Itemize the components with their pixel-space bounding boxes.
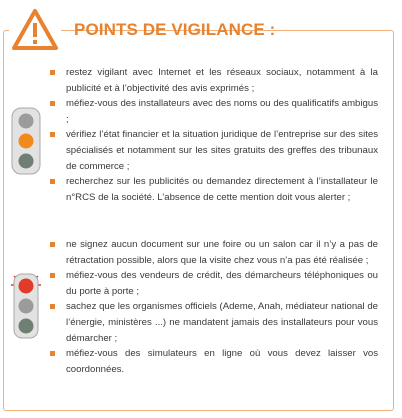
bullet-icon: [50, 242, 55, 247]
page-title: POINTS DE VIGILANCE :: [74, 20, 276, 39]
bullet-icon: [50, 273, 55, 278]
amber-light-icon: [9, 107, 43, 175]
list-item: ne signez aucun document sur une foire ou un salon car il n’y a pas de rétractation possible, alors que la visite chez vous n’a pas été réalisée ;: [50, 237, 378, 268]
list-item: méfiez-vous des installateurs avec des noms ou des qualificatifs ambigus ;: [50, 96, 378, 127]
list-item: sachez que les organismes officiels (Ademe, Anah, médiateur national de l’énergie, ministères ...) ne mandatent jamais des installateurs pour vous démarcher ;: [50, 299, 378, 346]
bullet-icon: [50, 132, 55, 137]
list-item: méfiez-vous des vendeurs de crédit, des démarcheurs téléphoniques ou du porte à porte ;: [50, 268, 378, 299]
list-item: recherchez sur les publicités ou demandez directement à l’installateur le n°RCS de la société. L’absence de cette mention doit vous alerter ;: [50, 174, 378, 205]
bullet-icon: [50, 304, 55, 309]
bullet-icon: [50, 101, 55, 106]
bullet-icon: [50, 70, 55, 75]
bullet-icon: [50, 351, 55, 356]
red-light-icon: [9, 271, 43, 339]
vigilance-list-1: [50, 65, 378, 205]
list-item: vérifiez l’état financier et la situation juridique de l’entreprise sur des sites spécialisés et notamment sur les sites gratuits des greffes des tribunaux de commerce ;: [50, 127, 378, 174]
bullet-icon: [50, 179, 55, 184]
vigilance-list-2: [50, 237, 378, 377]
warning-triangle-icon: [9, 6, 61, 54]
list-item: restez vigilant avec Internet et les réseaux sociaux, notamment à la publicité et à l’objectivité des avis exprimés ;: [50, 65, 378, 96]
list-item: méfiez-vous des simulateurs en ligne où vous devez laisser vos coordonnées.: [50, 346, 378, 377]
